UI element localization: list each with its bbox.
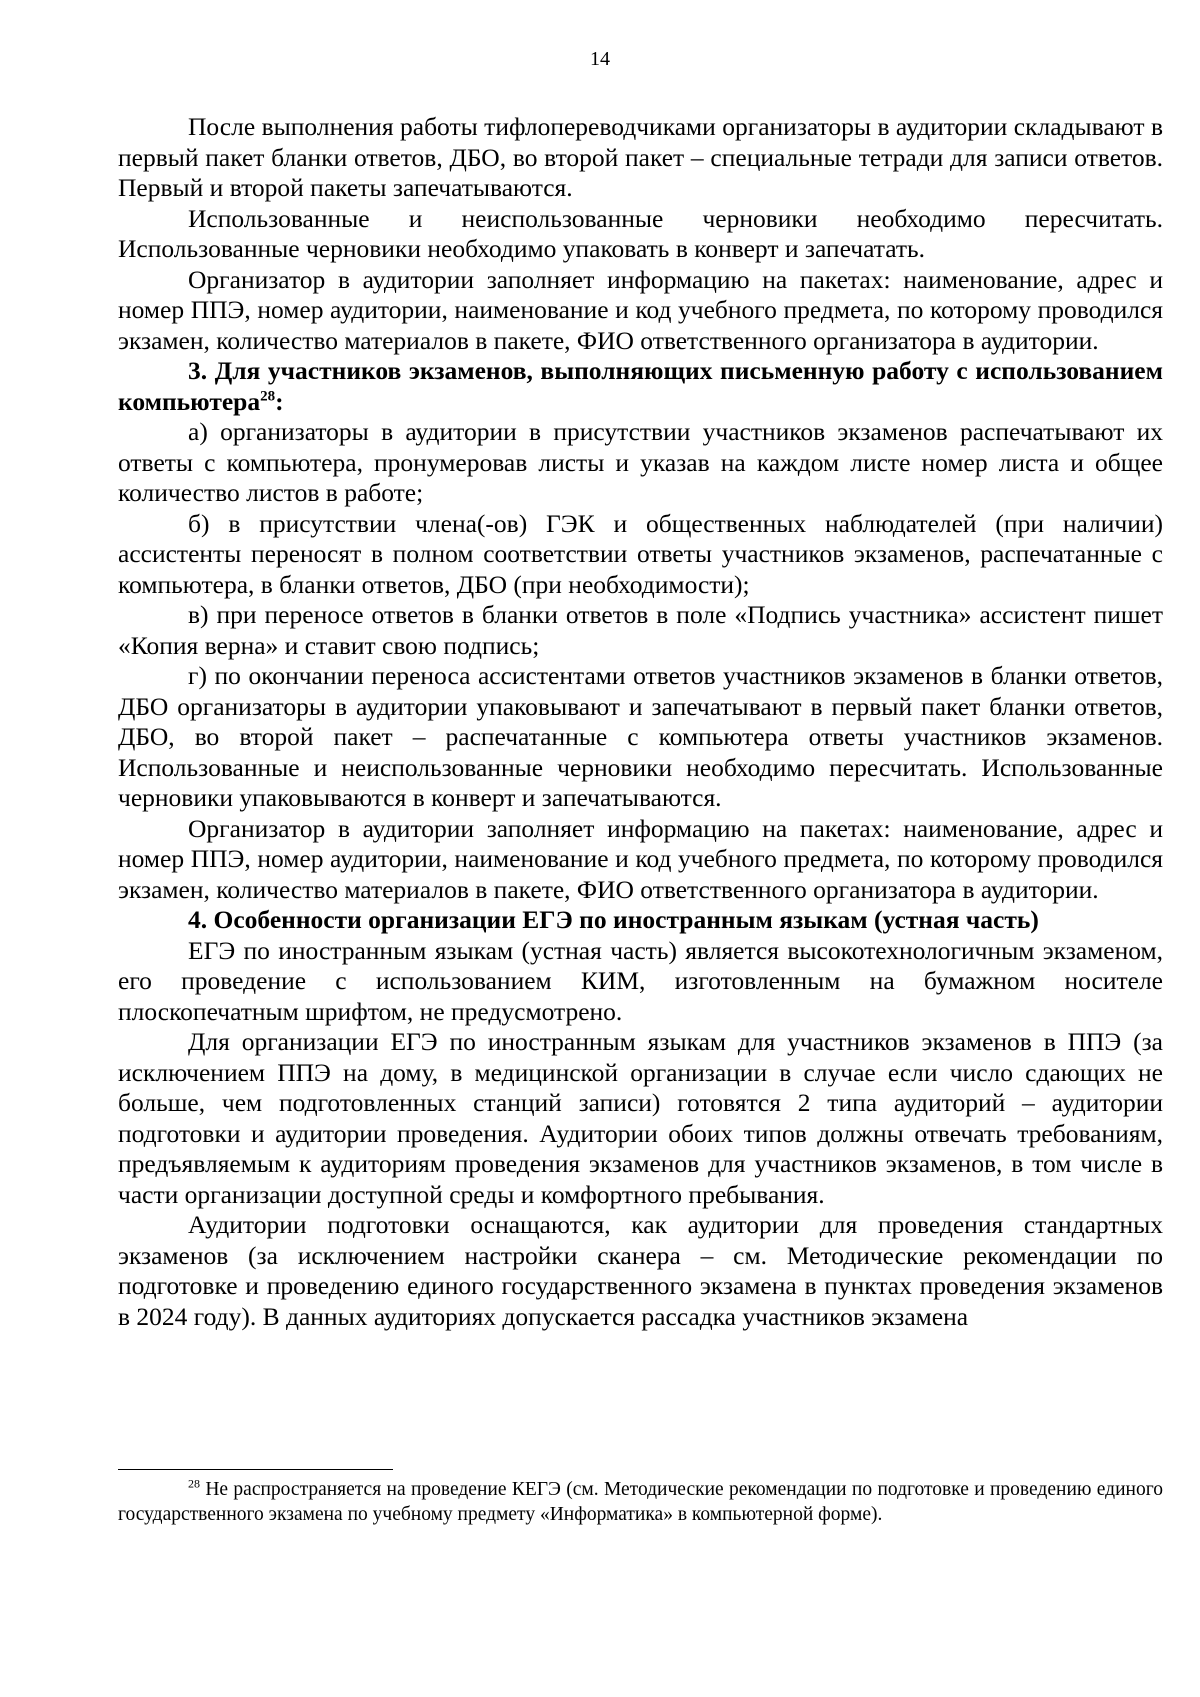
list-item-g: г) по окончании переноса ассистентами ответов участников экзаменов в бланки ответов, ДБО организаторы в аудитории упаковывают и запечатывают в первый пакет бланки ответов, ДБО, во второй пакет – распечатанные с компьютера ответы участников экзаменов. Использованные и неиспользованные черновики необходимо пересчитать. Использованные черновики упаковываются в конверт и запечатываются. — [118, 661, 1163, 812]
list-item-v: в) при переносе ответов в бланки ответов в поле «Подпись участника» ассистент пишет «Копия верна» и ставит свою подпись; — [118, 600, 1163, 660]
footnote-text: Не распространяется на проведение КЕГЭ (см. Методические рекомендации по подготовке и проведению единого государственного экзамена по учебному предмету «Информатика» в компьютерной форме). — [118, 1479, 1163, 1525]
paragraph: Использованные и неиспользованные черновики необходимо пересчитать. Использованные черновики необходимо упаковать в конверт и запечатать. — [118, 203, 1163, 263]
footnote — [118, 1477, 1163, 1527]
paragraph: Организатор в аудитории заполняет информацию на пакетах: наименование, адрес и номер ППЭ, номер аудитории, наименование и код учебного предмета, по которому проводился экзамен, количество материалов в пакете, ФИО ответственного организатора в аудитории. — [118, 264, 1163, 355]
paragraph: Аудитории подготовки оснащаются, как аудитории для проведения стандартных экзаменов (за исключением настройки сканера – см. Методические рекомендации по подготовке и проведению единого государственного экзамена в пунктах проведения экзаменов в 2024 году). В данных аудиториях допускается рассадка участников экзамена — [118, 1210, 1163, 1331]
section-4-heading: 4. Особенности организации ЕГЭ по иностранным языкам (устная часть) — [188, 905, 1039, 934]
footnote-number: 28 — [188, 1476, 200, 1491]
paragraph: После выполнения работы тифлопереводчиками организаторы в аудитории складывают в первый пакет бланки ответов, ДБО, во второй пакет – специальные тетради для записи ответов. Первый и второй пакеты запечатываются. — [118, 112, 1163, 202]
footnote-separator — [118, 1469, 393, 1470]
paragraph: ЕГЭ по иностранным языкам (устная часть) является высокотехнологичным экзаменом, его проведение с использованием КИМ, изготовленным на бумажном носителе плоскопечатным шрифтом, не предусмотрено. — [118, 935, 1163, 1026]
page-number: 14 — [590, 48, 610, 70]
heading-colon: : — [275, 386, 284, 416]
list-item-a: а) организаторы в аудитории в присутствии участников экзаменов распечатывают их ответы с компьютера, пронумеровав листы и указав на каждом листе номер листа и общее количество листов в работе; — [118, 417, 1163, 507]
paragraph: Организатор в аудитории заполняет информацию на пакетах: наименование, адрес и номер ППЭ, номер аудитории, наименование и код учебного предмета, по которому проводился экзамен, количество материалов в пакете, ФИО ответственного организатора в аудитории. — [118, 813, 1163, 904]
section-3-heading — [118, 356, 1163, 417]
list-item-b: б) в присутствии члена(-ов) ГЭК и общественных наблюдателей (при наличии) ассистенты переносят в полном соответствии ответы участников экзаменов, распечатанные с компьютера, в бланки ответов, ДБО (при необходимости); — [118, 508, 1163, 599]
body-text — [118, 112, 1163, 1332]
section-3-heading-text: 3. Для участников экзаменов, выполняющих письменную работу с использованием компьютера — [118, 356, 1163, 416]
footnote-paragraph — [118, 1477, 1163, 1527]
footnote-reference: 28 — [260, 388, 276, 404]
paragraph: Для организации ЕГЭ по иностранным языкам для участников экзаменов в ППЭ (за исключением ППЭ на дому, в медицинской организации в случае если число сдающих не больше, чем подготовленных станций записи) готовятся 2 типа аудиторий – аудитории подготовки и аудитории проведения. Аудитории обоих типов должны отвечать требованиям, предъявляемым к аудиториям проведения экзаменов для участников экзаменов, в том числе в части организации доступной среды и комфортного пребывания. — [118, 1027, 1163, 1209]
